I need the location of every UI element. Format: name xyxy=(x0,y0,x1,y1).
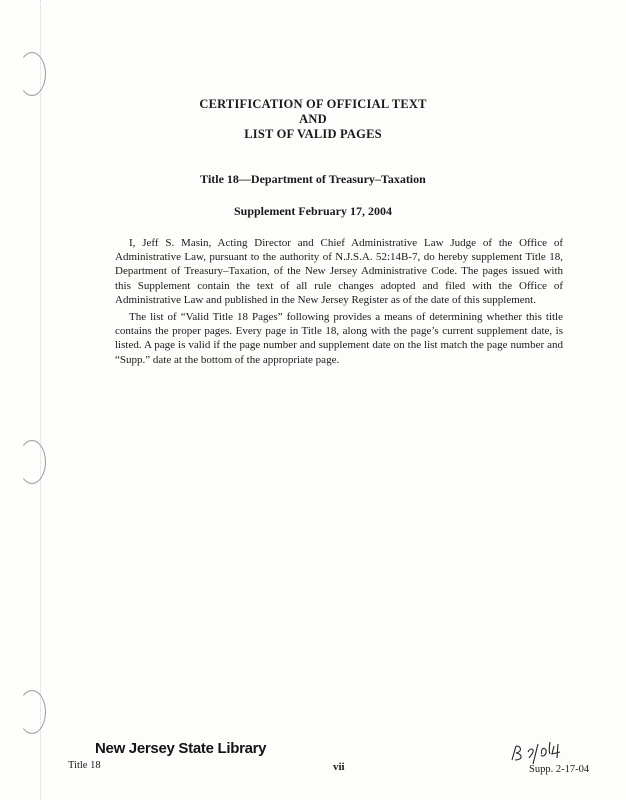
certification-paragraph: I, Jeff S. Masin, Acting Director and Chief Administrative Law Judge of the Office of Administrative Law, pursuant to the authority of N.J.S.A. 52:14B-7, do hereby supplement Title 18, Department of Treasury–Taxation, of the New Jersey Administrative Code. The pages issued with this Supplement contain the text of all rule changes adopted and filed with the Office of Administrative Law and published in the New Jersey Register as of the date of this supplement. xyxy=(115,237,563,306)
binder-hole-icon xyxy=(18,440,46,484)
binder-hole-icon xyxy=(18,52,46,96)
library-stamp: New Jersey State Library xyxy=(95,740,267,757)
footer-page-number: vii xyxy=(333,761,345,773)
binder-hole-icon xyxy=(18,690,46,734)
footer-supplement-date: Supp. 2-17-04 xyxy=(529,764,590,775)
supplement-date: Supplement February 17, 2004 xyxy=(233,204,392,218)
certification-heading-line3: LIST OF VALID PAGES xyxy=(244,127,382,141)
footer-title: Title 18 xyxy=(68,760,101,771)
certification-heading-line2: AND xyxy=(299,112,327,126)
certification-heading-line1: CERTIFICATION OF OFFICIAL TEXT xyxy=(199,97,427,111)
valid-pages-paragraph: The list of “Valid Title 18 Pages” following provides a means of determining whether this title contains the proper pages. Every page in Title 18, along with the page’s current supplement date, is listed. A page is valid if the page number and supplement date on the list match the page number and “Supp.” date at the bottom of the appropriate page. xyxy=(115,311,563,366)
title-department: Title 18—Department of Treasury–Taxation xyxy=(200,172,426,186)
